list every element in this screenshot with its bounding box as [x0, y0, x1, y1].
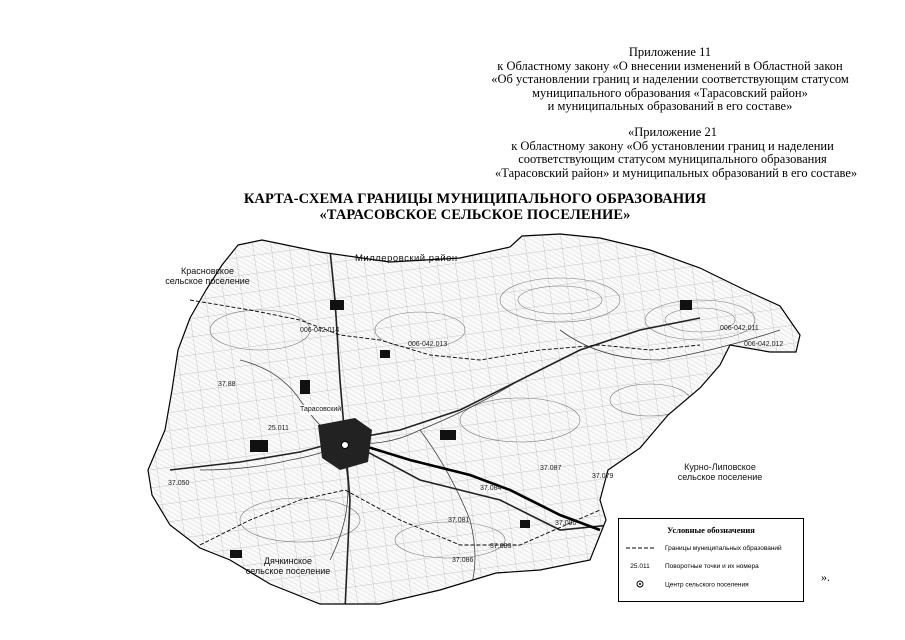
header-line: «Приложение 21	[628, 125, 717, 139]
header-line: «Об установлении границ и наделении соответствующим статусом	[491, 72, 849, 86]
point-label: 006-042.013	[408, 341, 448, 348]
title-line-2: «ТАРАСОВСКОЕ СЕЛЬСКОЕ ПОСЕЛЕНИЕ»	[319, 207, 631, 223]
point-label: 37.88	[218, 381, 236, 388]
header-line: и муниципальных образований в его составе»	[547, 99, 793, 113]
label-kurno-lipovskoe	[670, 462, 770, 482]
legend-label: Границы муниципальных образований	[665, 545, 782, 553]
title-line-1: КАРТА-СХЕМА ГРАНИЦЫ МУНИЦИПАЛЬНОГО ОБРАЗОВАНИЯ	[243, 191, 707, 207]
label-line: сельское поселение	[165, 276, 250, 286]
point-label: 006-042.014	[300, 327, 340, 334]
label-line: Курно-Липовское	[684, 462, 756, 472]
point-label: 37.079	[592, 473, 614, 480]
legend-item-center	[625, 579, 749, 591]
point-label: 37.081	[448, 517, 470, 524]
point-label: 37.090	[555, 520, 577, 527]
label-dyachkinskoe	[238, 556, 338, 576]
point-label: 37.083	[490, 543, 512, 550]
center-marker-icon	[625, 579, 655, 591]
label-line: Дячкинское	[263, 556, 313, 566]
legend-label: Центр сельского поселения	[665, 581, 749, 589]
point-label: 37.087	[540, 465, 562, 472]
settlement-center-marker	[342, 442, 349, 449]
point-label: 25.011	[268, 425, 289, 432]
label-krasnovskoe	[160, 266, 255, 286]
legend-title: Условные обозначения	[667, 525, 755, 535]
point-label: 37.084	[480, 485, 502, 492]
header-line: Приложение 11	[628, 45, 712, 59]
boundary-line-icon	[625, 545, 655, 552]
header-line: к Областному закону «Об установлении границ и наделении	[511, 138, 834, 153]
legend-item-points	[625, 563, 759, 570]
closing-quote: ».	[821, 570, 830, 584]
label-tarasovsky: Тарасовский	[300, 406, 342, 413]
point-label: 006-042.011	[720, 325, 759, 332]
point-label: 37.050	[168, 480, 190, 487]
legend-label: Поворотные точки и их номера	[665, 563, 759, 571]
header-line: к Областному закону «О внесении изменений в Областной закон	[497, 58, 843, 73]
point-label: 006-042.012	[744, 341, 784, 348]
label-line: сельское поселение	[677, 472, 763, 482]
header-line: «Тарасовский район» и муниципальных образований в его составе»	[495, 165, 858, 180]
label-line: сельское поселение	[245, 566, 331, 576]
map-legend	[618, 518, 804, 602]
point-label: 37.086	[452, 557, 474, 564]
label-millerovsky: Миллеровский район	[355, 253, 458, 264]
header-line: муниципального образования «Тарасовский район»	[532, 85, 808, 100]
header-line: соответствующим статусом муниципального образования	[518, 152, 827, 166]
label-line: Красновское	[181, 266, 234, 276]
point-number-symbol: 25.011	[630, 563, 650, 570]
legend-item-boundary	[625, 545, 782, 552]
